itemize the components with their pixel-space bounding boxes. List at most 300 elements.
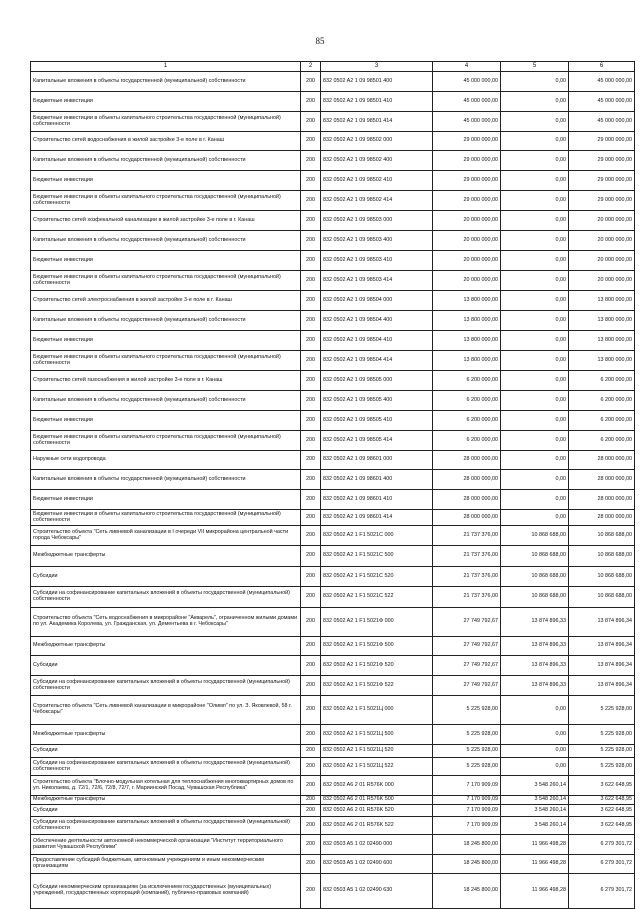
row-value-total: 29 000 000,00	[433, 191, 501, 211]
row-value-col6: 13 800 000,00	[569, 331, 635, 351]
row-code-200: 200	[301, 311, 321, 331]
row-classification-code: 832 0503 A5 1 02 02490 000	[321, 835, 433, 855]
row-code-200: 200	[301, 510, 321, 526]
row-classification-code: 832 0502 A2 1 09 98505 000	[321, 371, 433, 391]
row-value-col5: 0,00	[501, 371, 569, 391]
row-classification-code: 832 0502 A2 1 F1 5021Ф 500	[321, 637, 433, 656]
row-value-total: 18 245 800,00	[433, 874, 501, 909]
row-value-total: 6 200 000,00	[433, 431, 501, 451]
row-value-col6: 20 000 000,00	[569, 251, 635, 271]
row-value-total: 28 000 000,00	[433, 510, 501, 526]
row-code-200: 200	[301, 191, 321, 211]
row-classification-code: 832 0502 A2 1 09 98504 410	[321, 331, 433, 351]
row-value-col5: 0,00	[501, 725, 569, 745]
row-name: Строительство объекта "Блочно-модульная котельная для теплоснабжения многоквартирных домов по ул. Николаева, д. 72/1, 72/6, 72/8, 72/7, г. Мариинский Посад, Чувашская Республика"	[31, 776, 301, 796]
row-value-total: 13 800 000,00	[433, 351, 501, 371]
row-name: Строительство сетей электроснабжения в жилой застройке 3-е поле в г. Канаш	[31, 291, 301, 311]
row-code-200: 200	[301, 151, 321, 171]
row-name: Бюджетные инвестиции в объекты капитального строительства государственной (муниципальной) собственности	[31, 431, 301, 451]
row-name: Бюджетные инвестиции в объекты капитального строительства государственной (муниципальной) собственности	[31, 271, 301, 291]
table-row	[31, 311, 635, 331]
table-row	[31, 587, 635, 608]
row-classification-code: 832 0502 A6 2 01 R576K 520	[321, 805, 433, 817]
table-row	[31, 696, 635, 725]
table-row	[31, 171, 635, 191]
table-row	[31, 835, 635, 855]
row-name: Межбюджетные трансферты	[31, 796, 301, 805]
row-classification-code: 832 0502 A2 1 09 98502 400	[321, 151, 433, 171]
row-name: Субсидии некоммерческим организациям (за исключением государственных (муниципальных) учреждений, государственных корпораций (компаний), публично-правовых компаний)	[31, 874, 301, 909]
row-classification-code: 832 0503 A5 1 02 02490 630	[321, 874, 433, 909]
row-classification-code: 832 0502 A2 1 09 98502 410	[321, 171, 433, 191]
row-value-total: 5 225 928,00	[433, 725, 501, 745]
row-value-col6: 13 800 000,00	[569, 291, 635, 311]
row-value-total: 45 000 000,00	[433, 112, 501, 132]
row-code-200: 200	[301, 470, 321, 490]
row-name: Капитальные вложения в объекты государственной (муниципальной) собственности	[31, 391, 301, 411]
row-code-200: 200	[301, 676, 321, 696]
row-value-total: 21 737 376,00	[433, 526, 501, 546]
row-value-col5: 10 868 688,00	[501, 526, 569, 546]
row-value-total: 7 170 909,09	[433, 796, 501, 805]
row-value-col5: 0,00	[501, 411, 569, 431]
row-value-col6: 3 622 648,95	[569, 776, 635, 796]
page-number: 85	[315, 36, 325, 46]
table-row	[31, 855, 635, 874]
table-row	[31, 151, 635, 171]
row-name: Капитальные вложения в объекты государственной (муниципальной) собственности	[31, 231, 301, 251]
row-value-col6: 28 000 000,00	[569, 451, 635, 470]
header-col-3: 3	[321, 62, 433, 72]
header-col-4: 4	[433, 62, 501, 72]
row-value-col5: 0,00	[501, 351, 569, 371]
row-value-col6: 13 800 000,00	[569, 311, 635, 331]
row-classification-code: 832 0502 A6 2 01 R576K 522	[321, 817, 433, 835]
row-code-200: 200	[301, 817, 321, 835]
row-code-200: 200	[301, 251, 321, 271]
row-code-200: 200	[301, 171, 321, 191]
row-value-col6: 13 874 896,34	[569, 608, 635, 637]
row-classification-code: 832 0502 A2 1 09 98504 000	[321, 291, 433, 311]
table-row	[31, 725, 635, 745]
row-name: Бюджетные инвестиции в объекты капитального строительства государственной (муниципальной) собственности	[31, 351, 301, 371]
row-classification-code: 832 0502 A2 1 F1 5021Ц 520	[321, 745, 433, 758]
header-col-1: 1	[31, 62, 301, 72]
row-name: Субсидии	[31, 656, 301, 676]
row-value-col5: 0,00	[501, 331, 569, 351]
row-value-col6: 5 225 928,00	[569, 725, 635, 745]
header-col-2: 2	[301, 62, 321, 72]
row-value-col5: 0,00	[501, 510, 569, 526]
row-name: Наружные сети водопровода	[31, 451, 301, 470]
row-value-total: 6 200 000,00	[433, 391, 501, 411]
row-value-total: 27 749 792,67	[433, 637, 501, 656]
row-value-total: 21 737 376,00	[433, 587, 501, 608]
row-value-col6: 10 868 688,00	[569, 546, 635, 567]
row-value-col5: 0,00	[501, 211, 569, 231]
row-value-total: 20 000 000,00	[433, 271, 501, 291]
row-classification-code: 832 0502 A2 1 09 98502 414	[321, 191, 433, 211]
row-value-col6: 6 279 301,72	[569, 855, 635, 874]
row-classification-code: 832 0502 A2 1 F1 5021Ц 522	[321, 758, 433, 776]
row-value-total: 45 000 000,00	[433, 72, 501, 92]
table-row	[31, 371, 635, 391]
row-value-col5: 11 966 498,28	[501, 874, 569, 909]
row-value-col6: 6 200 000,00	[569, 371, 635, 391]
row-value-col6: 3 622 648,95	[569, 796, 635, 805]
row-value-col5: 0,00	[501, 191, 569, 211]
row-value-col6: 13 800 000,00	[569, 351, 635, 371]
row-code-200: 200	[301, 855, 321, 874]
row-value-total: 20 000 000,00	[433, 211, 501, 231]
row-code-200: 200	[301, 546, 321, 567]
row-value-total: 29 000 000,00	[433, 132, 501, 151]
row-value-col5: 0,00	[501, 431, 569, 451]
row-name: Бюджетные инвестиции	[31, 92, 301, 112]
row-classification-code: 832 0502 A2 1 09 98503 410	[321, 251, 433, 271]
row-code-200: 200	[301, 874, 321, 909]
table-row	[31, 191, 635, 211]
table-row	[31, 92, 635, 112]
row-name: Субсидии на софинансирование капитальных вложений в объекты государственной (муниципальной) собственности	[31, 587, 301, 608]
row-classification-code: 832 0502 A2 1 09 98501 410	[321, 92, 433, 112]
row-code-200: 200	[301, 431, 321, 451]
row-code-200: 200	[301, 490, 321, 510]
table-row	[31, 72, 635, 92]
row-name: Строительство сетей газоснабжения в жилой застройке 3-е поле в г. Канаш	[31, 371, 301, 391]
row-classification-code: 832 0502 A2 1 09 98601 000	[321, 451, 433, 470]
row-classification-code: 832 0502 A2 1 09 98501 400	[321, 72, 433, 92]
row-value-total: 5 225 928,00	[433, 696, 501, 725]
row-name: Обеспечение деятельности автономной некоммерческой организации "Институт территориального развития Чувашской Республики"	[31, 835, 301, 855]
row-value-col5: 0,00	[501, 490, 569, 510]
row-code-200: 200	[301, 835, 321, 855]
row-code-200: 200	[301, 391, 321, 411]
row-value-total: 45 000 000,00	[433, 92, 501, 112]
table-row	[31, 331, 635, 351]
table-row	[31, 271, 635, 291]
row-name: Бюджетные инвестиции	[31, 171, 301, 191]
table-row	[31, 470, 635, 490]
row-code-200: 200	[301, 776, 321, 796]
row-value-total: 5 225 928,00	[433, 745, 501, 758]
row-value-col6: 45 000 000,00	[569, 112, 635, 132]
table-row	[31, 431, 635, 451]
row-value-col5: 3 548 260,14	[501, 776, 569, 796]
row-value-col5: 13 874 896,33	[501, 656, 569, 676]
row-code-200: 200	[301, 656, 321, 676]
row-classification-code: 832 0502 A2 1 09 98503 000	[321, 211, 433, 231]
row-name: Строительство сетей хозфекальной канализации в жилой застройке 3-е поле в г. Канаш	[31, 211, 301, 231]
row-value-total: 28 000 000,00	[433, 470, 501, 490]
table-row	[31, 745, 635, 758]
row-value-col5: 0,00	[501, 231, 569, 251]
row-value-col6: 6 200 000,00	[569, 431, 635, 451]
header-row	[31, 62, 635, 72]
table-row	[31, 676, 635, 696]
row-value-col6: 10 868 688,00	[569, 567, 635, 587]
table-row	[31, 805, 635, 817]
row-name: Бюджетные инвестиции в объекты капитального строительства государственной (муниципальной) собственности	[31, 510, 301, 526]
row-value-col5: 3 548 260,14	[501, 805, 569, 817]
row-classification-code: 832 0502 A2 1 09 98601 410	[321, 490, 433, 510]
row-name: Строительство сетей водоснабжения в жилой застройке 3-е поле в г. Канаш	[31, 132, 301, 151]
table-row	[31, 211, 635, 231]
row-name: Субсидии на софинансирование капитальных вложений в объекты государственной (муниципальной) собственности	[31, 676, 301, 696]
row-code-200: 200	[301, 211, 321, 231]
row-classification-code: 832 0503 A5 1 02 02490 600	[321, 855, 433, 874]
table-row	[31, 874, 635, 909]
row-value-total: 7 170 909,09	[433, 805, 501, 817]
row-value-col6: 6 200 000,00	[569, 411, 635, 431]
row-name: Межбюджетные трансферты	[31, 725, 301, 745]
row-value-col5: 3 548 260,14	[501, 796, 569, 805]
row-name: Бюджетные инвестиции в объекты капитального строительства государственной (муниципальной) собственности	[31, 191, 301, 211]
row-code-200: 200	[301, 696, 321, 725]
row-classification-code: 832 0502 A2 1 09 98505 410	[321, 411, 433, 431]
row-value-total: 29 000 000,00	[433, 151, 501, 171]
row-value-total: 18 245 800,00	[433, 855, 501, 874]
table-row	[31, 112, 635, 132]
row-value-total: 6 200 000,00	[433, 411, 501, 431]
row-value-col5: 0,00	[501, 745, 569, 758]
row-classification-code: 832 0502 A2 1 09 98503 414	[321, 271, 433, 291]
row-code-200: 200	[301, 567, 321, 587]
row-value-col5: 0,00	[501, 391, 569, 411]
row-value-total: 20 000 000,00	[433, 251, 501, 271]
row-name: Строительство объекта "Сеть ливневой канализации в микрорайоне "Олимп" по ул. З. Яковлевой, 58 г. Чебоксары"	[31, 696, 301, 725]
row-value-col5: 0,00	[501, 470, 569, 490]
row-value-col6: 5 225 928,00	[569, 745, 635, 758]
table-row	[31, 546, 635, 567]
row-name: Межбюджетные трансферты	[31, 637, 301, 656]
row-value-total: 7 170 909,09	[433, 817, 501, 835]
table-row	[31, 391, 635, 411]
table-row	[31, 411, 635, 431]
row-value-col5: 0,00	[501, 151, 569, 171]
table-row	[31, 510, 635, 526]
row-value-col6: 29 000 000,00	[569, 171, 635, 191]
row-code-200: 200	[301, 72, 321, 92]
row-classification-code: 832 0502 A2 1 F1 5021C 000	[321, 526, 433, 546]
row-classification-code: 832 0502 A2 1 F1 5021C 520	[321, 567, 433, 587]
row-value-col5: 0,00	[501, 291, 569, 311]
row-classification-code: 832 0502 A2 1 F1 5021Ф 000	[321, 608, 433, 637]
row-code-200: 200	[301, 451, 321, 470]
row-value-col5: 10 868 688,00	[501, 546, 569, 567]
row-code-200: 200	[301, 608, 321, 637]
row-name: Капитальные вложения в объекты государственной (муниципальной) собственности	[31, 72, 301, 92]
row-value-col6: 45 000 000,00	[569, 72, 635, 92]
row-value-total: 7 170 909,09	[433, 776, 501, 796]
row-value-col6: 13 874 896,34	[569, 656, 635, 676]
row-value-col6: 3 622 648,95	[569, 805, 635, 817]
table-row	[31, 758, 635, 776]
row-name: Бюджетные инвестиции	[31, 490, 301, 510]
table-row	[31, 251, 635, 271]
row-code-200: 200	[301, 132, 321, 151]
row-classification-code: 832 0502 A2 1 F1 5021Ц 500	[321, 725, 433, 745]
row-value-col5: 13 874 896,33	[501, 676, 569, 696]
row-value-total: 18 245 800,00	[433, 835, 501, 855]
row-value-col6: 5 225 928,00	[569, 758, 635, 776]
header-col-6: 6	[569, 62, 635, 72]
header-col-5: 5	[501, 62, 569, 72]
row-value-col5: 0,00	[501, 251, 569, 271]
row-name: Предоставление субсидий бюджетным, автономным учреждениям и иным некоммерческим организациям	[31, 855, 301, 874]
row-classification-code: 832 0502 A6 2 01 R576K 500	[321, 796, 433, 805]
row-code-200: 200	[301, 371, 321, 391]
row-code-200: 200	[301, 745, 321, 758]
row-classification-code: 832 0502 A2 1 09 98504 414	[321, 351, 433, 371]
row-name: Капитальные вложения в объекты государственной (муниципальной) собственности	[31, 151, 301, 171]
row-value-col5: 11 966 498,28	[501, 835, 569, 855]
row-value-col5: 0,00	[501, 171, 569, 191]
table-row	[31, 132, 635, 151]
row-value-total: 27 749 792,67	[433, 676, 501, 696]
row-value-col5: 0,00	[501, 758, 569, 776]
row-value-col6: 13 874 896,34	[569, 676, 635, 696]
row-value-col6: 28 000 000,00	[569, 490, 635, 510]
row-value-col6: 6 200 000,00	[569, 391, 635, 411]
row-value-col6: 28 000 000,00	[569, 470, 635, 490]
row-value-col5: 10 868 688,00	[501, 567, 569, 587]
row-classification-code: 832 0502 A2 1 09 98505 414	[321, 431, 433, 451]
row-code-200: 200	[301, 637, 321, 656]
row-value-col6: 10 868 688,00	[569, 526, 635, 546]
table-row	[31, 231, 635, 251]
table-row	[31, 291, 635, 311]
row-name: Строительство объекта "Сеть ливневой канализации в I очереди VII микрорайона центральной части города Чебоксары"	[31, 526, 301, 546]
row-value-col5: 0,00	[501, 72, 569, 92]
row-value-total: 21 737 376,00	[433, 546, 501, 567]
row-value-total: 27 749 792,67	[433, 608, 501, 637]
row-classification-code: 832 0502 A2 1 F1 5021C 500	[321, 546, 433, 567]
table-row	[31, 637, 635, 656]
row-name: Субсидии	[31, 567, 301, 587]
row-value-col6: 20 000 000,00	[569, 271, 635, 291]
row-value-col5: 10 868 688,00	[501, 587, 569, 608]
row-code-200: 200	[301, 796, 321, 805]
row-classification-code: 832 0502 A2 1 09 98502 000	[321, 132, 433, 151]
row-name: Бюджетные инвестиции	[31, 251, 301, 271]
row-value-total: 28 000 000,00	[433, 451, 501, 470]
table-row	[31, 526, 635, 546]
row-value-col6: 20 000 000,00	[569, 231, 635, 251]
row-code-200: 200	[301, 231, 321, 251]
row-value-col5: 13 874 896,33	[501, 608, 569, 637]
row-name: Субсидии	[31, 745, 301, 758]
row-value-total: 29 000 000,00	[433, 171, 501, 191]
row-value-col6: 29 000 000,00	[569, 132, 635, 151]
row-value-col6: 6 279 301,72	[569, 835, 635, 855]
row-value-col5: 0,00	[501, 451, 569, 470]
row-classification-code: 832 0502 A2 1 F1 5021Ф 520	[321, 656, 433, 676]
table-body	[31, 72, 635, 909]
row-name: Межбюджетные трансферты	[31, 546, 301, 567]
table-row	[31, 817, 635, 835]
row-classification-code: 832 0502 A2 1 09 98504 400	[321, 311, 433, 331]
row-code-200: 200	[301, 526, 321, 546]
row-value-col6: 10 868 688,00	[569, 587, 635, 608]
row-classification-code: 832 0502 A2 1 F1 5021Ф 522	[321, 676, 433, 696]
table-row	[31, 351, 635, 371]
row-classification-code: 832 0502 A2 1 09 98601 400	[321, 470, 433, 490]
row-value-col6: 29 000 000,00	[569, 151, 635, 171]
row-name: Капитальные вложения в объекты государственной (муниципальной) собственности	[31, 311, 301, 331]
table-row	[31, 608, 635, 637]
row-name: Субсидии на софинансирование капитальных вложений в объекты государственной (муниципальной) собственности	[31, 758, 301, 776]
row-code-200: 200	[301, 758, 321, 776]
row-code-200: 200	[301, 411, 321, 431]
row-value-col5: 0,00	[501, 311, 569, 331]
row-code-200: 200	[301, 725, 321, 745]
row-value-col6: 5 225 928,00	[569, 696, 635, 725]
row-value-col5: 0,00	[501, 696, 569, 725]
row-value-total: 5 225 928,00	[433, 758, 501, 776]
row-value-col6: 29 000 000,00	[569, 191, 635, 211]
row-code-200: 200	[301, 351, 321, 371]
row-code-200: 200	[301, 331, 321, 351]
row-name: Капитальные вложения в объекты государственной (муниципальной) собственности	[31, 470, 301, 490]
row-value-total: 21 737 376,00	[433, 567, 501, 587]
row-code-200: 200	[301, 112, 321, 132]
row-classification-code: 832 0502 A2 1 09 98503 400	[321, 231, 433, 251]
row-value-col6: 45 000 000,00	[569, 92, 635, 112]
row-value-total: 28 000 000,00	[433, 490, 501, 510]
row-value-total: 27 749 792,67	[433, 656, 501, 676]
row-name: Субсидии на софинансирование капитальных вложений в объекты государственной (муниципальной) собственности	[31, 817, 301, 835]
row-value-total: 13 800 000,00	[433, 331, 501, 351]
row-value-col6: 20 000 000,00	[569, 211, 635, 231]
table-row	[31, 490, 635, 510]
row-classification-code: 832 0502 A2 1 F1 5021C 522	[321, 587, 433, 608]
row-name: Бюджетные инвестиции	[31, 411, 301, 431]
row-value-total: 20 000 000,00	[433, 231, 501, 251]
table-row	[31, 796, 635, 805]
row-name: Строительство объекта "Сеть водоснабжения в микрорайоне "Акварель", ограниченном жилыми домами по ул. Академика Королева, ул. Гражданская, ул. Дементьева в г. Чебоксары"	[31, 608, 301, 637]
row-code-200: 200	[301, 587, 321, 608]
row-value-col6: 28 000 000,00	[569, 510, 635, 526]
table-row	[31, 451, 635, 470]
row-code-200: 200	[301, 291, 321, 311]
row-value-col5: 0,00	[501, 112, 569, 132]
row-code-200: 200	[301, 271, 321, 291]
row-value-col5: 0,00	[501, 92, 569, 112]
row-code-200: 200	[301, 92, 321, 112]
row-value-total: 13 800 000,00	[433, 311, 501, 331]
row-classification-code: 832 0502 A2 1 09 98501 414	[321, 112, 433, 132]
row-value-col5: 13 874 896,33	[501, 637, 569, 656]
row-name: Бюджетные инвестиции	[31, 331, 301, 351]
row-name: Бюджетные инвестиции в объекты капитального строительства государственной (муниципальной) собственности	[31, 112, 301, 132]
row-value-col5: 3 548 260,14	[501, 817, 569, 835]
row-value-col5: 0,00	[501, 271, 569, 291]
row-classification-code: 832 0502 A2 1 09 98505 400	[321, 391, 433, 411]
row-classification-code: 832 0502 A2 1 09 98601 414	[321, 510, 433, 526]
row-name: Субсидии	[31, 805, 301, 817]
budget-table	[30, 61, 635, 909]
row-classification-code: 832 0502 A6 2 01 R576K 000	[321, 776, 433, 796]
row-value-total: 6 200 000,00	[433, 371, 501, 391]
row-code-200: 200	[301, 805, 321, 817]
row-value-col5: 11 966 498,28	[501, 855, 569, 874]
table-row	[31, 567, 635, 587]
row-value-col6: 6 279 301,72	[569, 874, 635, 909]
row-value-col5: 0,00	[501, 132, 569, 151]
row-value-col6: 13 874 896,34	[569, 637, 635, 656]
row-value-col6: 3 622 648,95	[569, 817, 635, 835]
